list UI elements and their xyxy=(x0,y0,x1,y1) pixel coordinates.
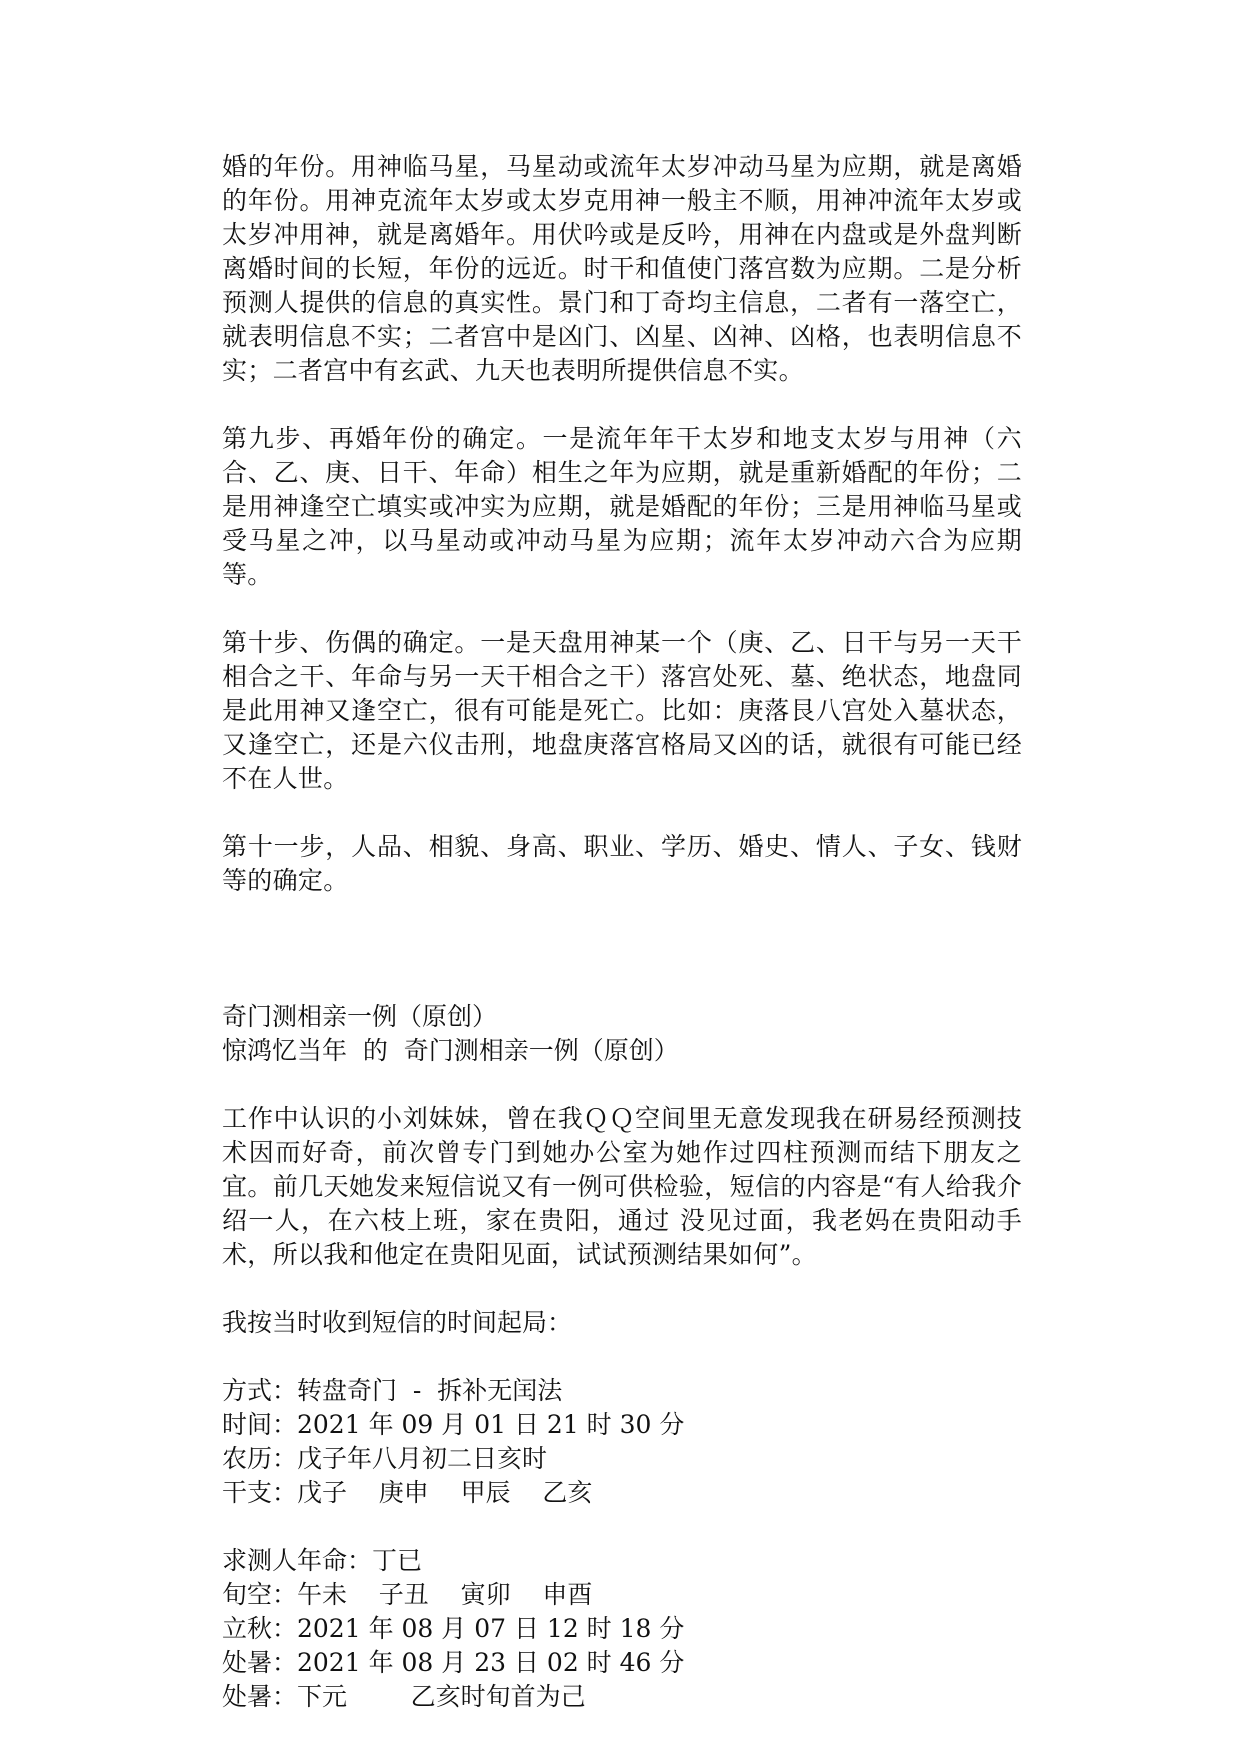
chart-year-life: 求测人年命：丁已 xyxy=(222,1546,423,1575)
chart-lunar: 农历：戊子年八月初二日亥时 xyxy=(222,1444,548,1473)
chart-void: 旬空：午未 子丑 寅卯 申酉 xyxy=(222,1580,593,1609)
article-setup: 我按当时收到短信的时间起局： xyxy=(222,1308,573,1337)
document-page xyxy=(222,150,1022,1714)
chart-chushu: 处暑：2021 年 08 月 23 日 02 时 46 分 xyxy=(222,1648,685,1677)
spacer xyxy=(222,1340,1022,1374)
spacer xyxy=(222,1510,1022,1544)
paragraph-divorce-timing: 婚的年份。用神临马星，马星动或流年太岁冲动马星为应期，就是离婚的年份。用神克流年太岁或太岁克用神一般主不顺，用神冲流年太岁或太岁冲用神，就是离婚年。用伏吟或是反吟，用神在内盘或是外盘判断离婚时间的长短，年份的远近。时干和值使门落宫数为应期。二是分析预测人提供的信息的真实性。景门和丁奇均主信息，二者有一落空亡，就表明信息不实；二者宫中是凶门、凶星、凶神、凶格，也表明信息不实；二者宫中有玄武、九天也表明所提供信息不实。 xyxy=(222,152,1022,385)
chart-liqiu: 立秋：2021 年 08 月 07 日 12 时 18 分 xyxy=(222,1614,685,1643)
article-title: 奇门测相亲一例（原创） xyxy=(222,1002,498,1031)
spacer xyxy=(222,898,1022,966)
paragraph-step-nine: 第九步、再婚年份的确定。一是流年年干太岁和地支太岁与用神（六合、乙、庚、日干、年命）相生之年为应期，就是重新婚配的年份；二是用神逢空亡填实或冲实为应期，就是婚配的年份；三是用神临马星或受马星之冲，以马星动或冲动马星为应期；流年太岁冲动六合为应期等。 xyxy=(222,424,1022,589)
paragraph-step-eleven: 第十一步，人品、相貌、身高、职业、学历、婚史、情人、子女、钱财等的确定。 xyxy=(222,832,1022,895)
paragraph-step-ten: 第十步、伤偶的确定。一是天盘用神某一个（庚、乙、日干与另一天干相合之干、年命与另一天干相合之干）落宫处死、墓、绝状态，地盘同是此用神又逢空亡，很有可能是死亡。比如：庚落艮八宫处入墓状态，又逢空亡，还是六仪击刑，地盘庚落宫格局又凶的话，就很有可能已经不在人世。 xyxy=(222,628,1022,793)
spacer xyxy=(222,966,1022,1000)
article-intro: 工作中认识的小刘妹妹，曾在我ＱＱ空间里无意发现我在研易经预测技术因而好奇，前次曾专门到她办公室为她作过四柱预测而结下朋友之宜。前几天她发来短信说又有一例可供检验，短信的内容是“有人给我介绍一人，在六枝上班，家在贵阳，通过 没见过面，我老妈在贵阳动手术，所以我和他定在贵阳见面，试试预测结果如何”。 xyxy=(222,1104,1022,1269)
spacer xyxy=(222,1068,1022,1102)
article-byline: 惊鸿忆当年 的 奇门测相亲一例（原创） xyxy=(222,1036,679,1065)
chart-time: 时间：2021 年 09 月 01 日 21 时 30 分 xyxy=(222,1410,685,1439)
chart-method: 方式：转盘奇门 - 拆补无闰法 xyxy=(222,1376,563,1405)
chart-chushu-yuan: 处暑：下元 乙亥时旬首为己 xyxy=(222,1682,586,1711)
chart-ganzhi: 干支：戊子 庚申 甲辰 乙亥 xyxy=(222,1478,593,1507)
